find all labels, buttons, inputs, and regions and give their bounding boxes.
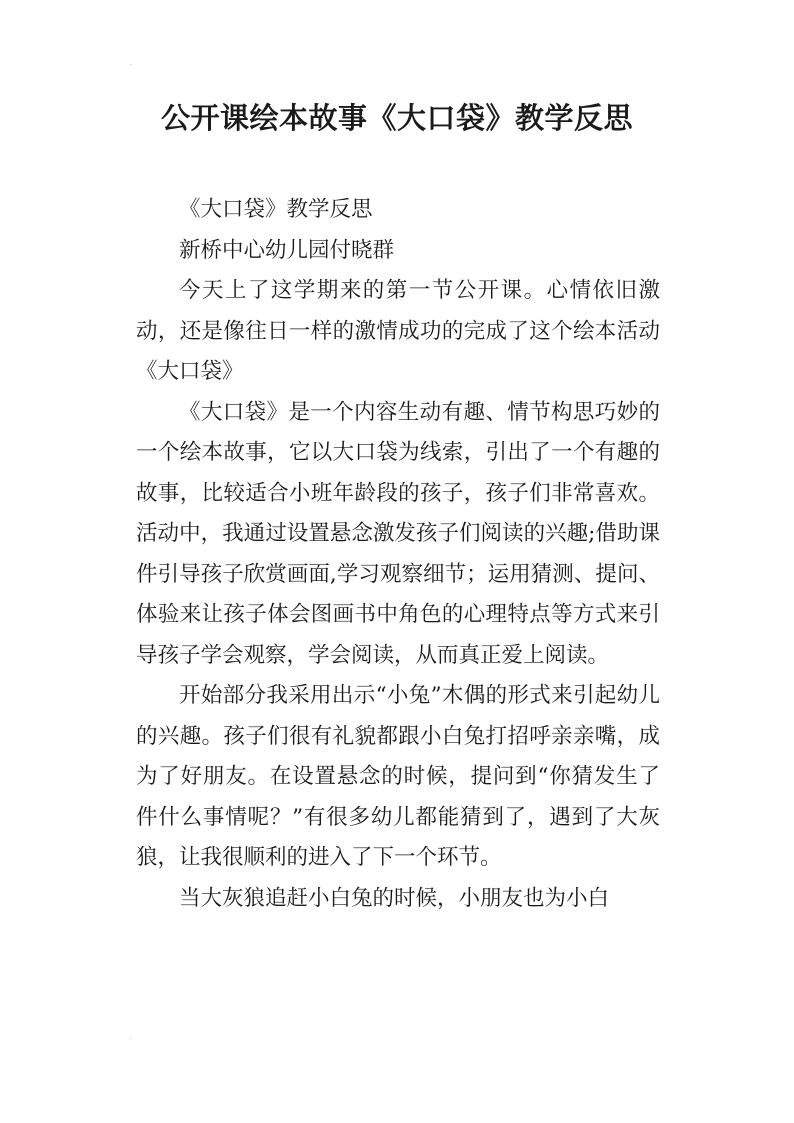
- paragraph-overview: 《大口袋》是一个内容生动有趣、情节构思巧妙的一个绘本故事，它以大口袋为线索，引出了一个有趣的故事，比较适合小班年龄段的孩子，孩子们非常喜欢。活动中，我通过设置悬念激发孩子们阅读的兴趣;借助课件引导孩子欣赏画面,学习观察细节；运用猜测、提问、体验来让孩子体会图画书中角色的心理特点等方式来引导孩子学会观察，学会阅读，从而真正爱上阅读。: [136, 399, 660, 668]
- paragraph-subtitle: 《大口袋》教学反思: [179, 197, 373, 222]
- page-title: 公开课绘本故事《大口袋》教学反思: [160, 101, 633, 135]
- corner-mark-top: ·: [130, 62, 132, 69]
- paragraph-author: 新桥中心幼儿园付晓群: [179, 237, 395, 263]
- paragraph-opening: 开始部分我采用出示“小兔”木偶的形式来引起幼儿的兴趣。孩子们很有礼貌都跟小白兔打招呼亲亲嘴，成为了好朋友。在设置悬念的时候，提问到“你猜发生了件什么事情呢？”有很多幼儿都能猜到了，遇到了大灰狼，让我很顺利的进入了下一个环节。: [136, 683, 660, 870]
- paragraph-intro: 今天上了这学期来的第一节公开课。心情依旧激动，还是像往日一样的激情成功的完成了这个绘本活动《大口袋》: [136, 278, 660, 384]
- corner-mark-bottom: ·: [130, 1036, 132, 1043]
- paragraph-continued: 当大灰狼追赶小白兔的时候，小朋友也为小白: [179, 885, 610, 911]
- article-body: [136, 190, 660, 919]
